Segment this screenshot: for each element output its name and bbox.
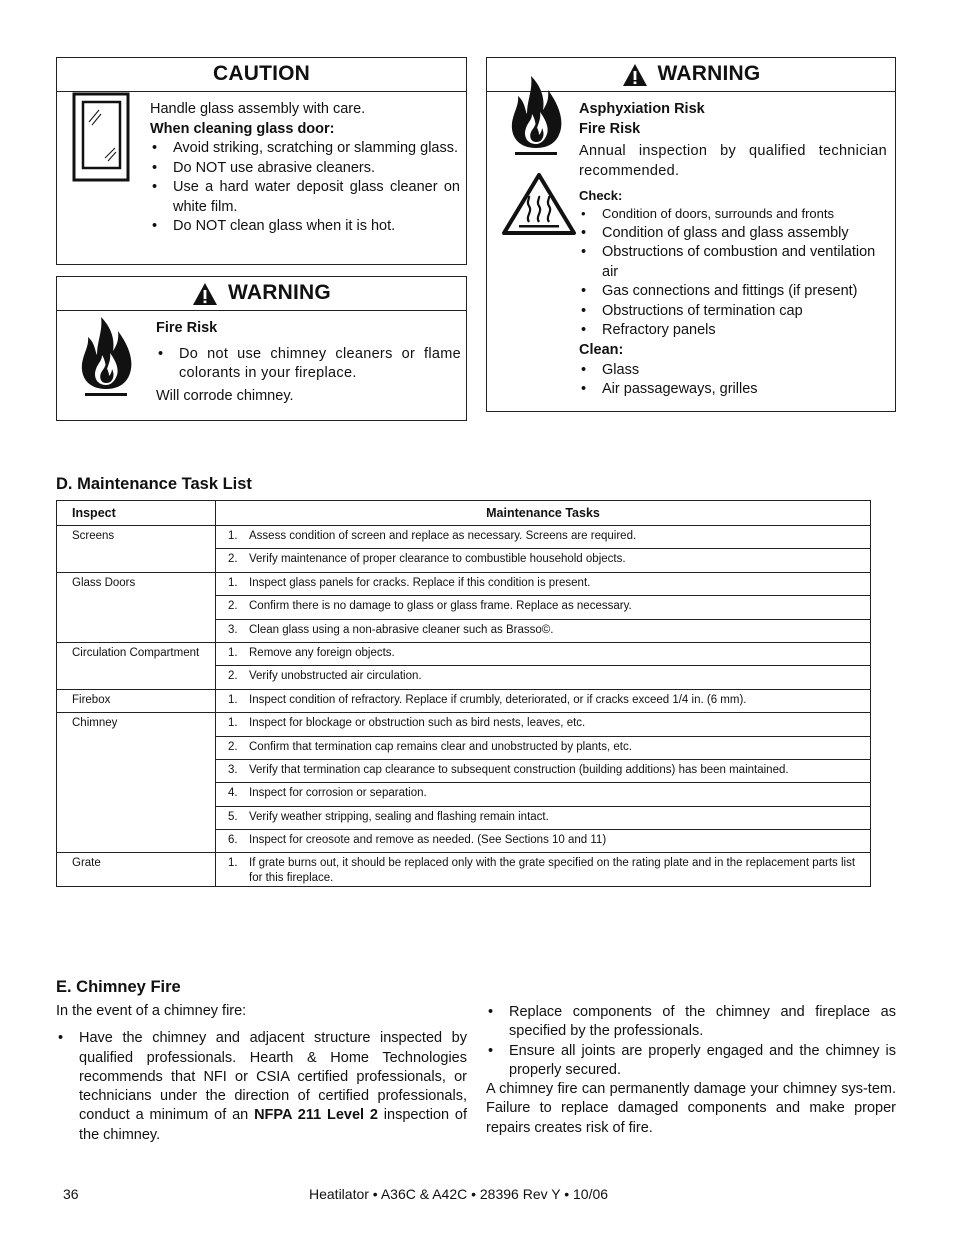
warning-inspection-title: WARNING [657,62,761,86]
task-number: 1. [228,717,238,730]
list-item: • Air passageways, grilles [579,380,887,400]
section-d-heading: D. Maintenance Task List [56,475,252,493]
task-cell [216,666,871,689]
task-number: 6. [228,834,238,847]
task-group [57,572,871,642]
task-text: Remove any foreign objects. [249,646,395,659]
task-text: Verify unobstructed air circulation. [249,670,422,683]
list-item: • Refractory panels [579,321,887,341]
task-number: 5. [228,810,238,823]
table-row [57,642,871,665]
check-list [579,205,887,341]
task-cell [216,689,871,712]
task-text: Inspect for creosote and remove as needed. (See Sections 10 and 11) [249,834,607,847]
task-text: Verify weather stripping, sealing and flashing remain intact. [249,810,549,823]
warning-triangle-icon [192,282,218,306]
task-cell [216,596,871,619]
list-item: • Obstructions of termination cap [579,302,887,322]
task-number: 1. [228,646,238,659]
task-group [57,642,871,689]
inspect-category: Grate [57,853,216,887]
warning-fire-title: WARNING [228,281,331,305]
chimney-fire-right-column [486,1003,896,1138]
task-text: Assess condition of screen and replace as necessary. Screens are required. [249,530,637,542]
task-number: 1. [228,576,238,589]
glass-door-icon [71,92,131,182]
task-number: 3. [228,623,238,636]
task-text: Inspect condition of refractory. Replace if crumbly, deteriorated, or if cracks exceed 1/4 in. (6 mm). [249,693,747,706]
warning-fire-header [57,277,466,311]
warning-fire-subhead: Fire Risk [156,320,218,336]
task-number: 4. [228,787,238,800]
task-number: 2. [228,553,238,566]
chimney-fire-intro: In the event of a chimney fire: [56,1003,247,1019]
task-group [57,853,871,887]
list-item: • Avoid striking, scratching or slamming glass. [150,139,460,159]
chimney-fire-left-column [56,1002,467,1145]
nfpa-level-text: NFPA 211 Level 2 [254,1107,378,1124]
warning-fire-note: Will corrode chimney. [156,387,294,404]
task-text: Inspect for blockage or obstruction such as bird nests, leaves, etc. [249,717,586,730]
hot-surface-icon [501,172,577,236]
chimney-fire-right-list [486,1003,896,1080]
caution-subhead: When cleaning glass door: [150,120,335,137]
table-row [57,713,871,736]
inspect-category: Circulation Compartment [57,642,216,689]
flame-icon [75,311,137,407]
inspect-category: Chimney [57,713,216,853]
task-number: 2. [228,740,238,753]
task-cell [216,830,871,853]
task-number: 1. [228,857,238,870]
caution-intro: Handle glass assembly with care. [150,101,366,117]
list-item: • Condition of glass and glass assembly [579,224,887,244]
warning-inspection-content [579,100,887,400]
task-group [57,713,871,853]
warning-fire-list [156,345,461,384]
list-item: • Use a hard water deposit glass cleaner on white film. [150,178,460,217]
warning-triangle-icon [622,63,648,87]
task-number: 2. [228,600,238,613]
section-e-heading: E. Chimney Fire [56,978,181,996]
list-item: • Glass [579,361,887,381]
task-text: Confirm there is no damage to glass or glass frame. Replace as necessary. [249,600,632,613]
task-group [57,526,871,573]
table-row [57,853,871,887]
task-cell [216,526,871,549]
chimney-fire-left-list [56,1029,467,1145]
caution-title: CAUTION [57,58,466,92]
caution-box [56,57,467,265]
task-cell [216,736,871,759]
page-number: 36 [63,1186,79,1202]
flame-icon [505,66,567,166]
asphyxiation-risk-label: Asphyxiation Risk [579,101,705,117]
inspection-text-end: inspection of the chimney. [79,1107,468,1143]
caution-list [150,139,460,237]
task-number: 3. [228,763,238,776]
list-item: • Do not use chimney cleaners or flame colorants in your fireplace. [156,345,461,384]
task-cell [216,713,871,736]
table-row [57,572,871,595]
column-header-tasks: Maintenance Tasks [216,501,871,526]
warning-fire-content [156,319,461,406]
inspection-text: Have the chimney and adjacent structure inspected by qualified professionals. Hearth & Home Technologies recommends that NFI or CSIA certified professionals, or technicians under the direction of certified professionals, conduct a minimum of an [79,1030,467,1124]
column-header-inspect: Inspect [57,501,216,526]
task-number: 2. [228,670,238,683]
table-row [57,689,871,712]
table-row [57,526,871,549]
list-item: • Condition of doors, surrounds and fronts [579,205,887,224]
list-item: • Gas connections and fittings (if present) [579,282,887,302]
task-text: Inspect glass panels for cracks. Replace if this condition is present. [249,576,591,589]
inspect-category: Glass Doors [57,572,216,642]
list-item: • Obstructions of combustion and ventilation air [579,243,887,282]
caution-content [150,100,460,237]
warning-fire-box [56,276,467,421]
task-text: Inspect for corrosion or separation. [249,787,427,800]
task-cell [216,572,871,595]
list-item: • Do NOT use abrasive cleaners. [150,159,460,179]
check-label: Check: [579,188,623,204]
task-cell [216,619,871,642]
task-cell [216,783,871,806]
task-number: 1. [228,530,238,542]
task-cell [216,642,871,665]
warning-inspection-box [486,57,896,412]
task-text: Clean glass using a non-abrasive cleaner such as Brasso©. [249,623,554,636]
inspection-intro: Annual inspection by qualified technician recommended. [579,143,887,179]
clean-list [579,361,887,400]
task-number: 1. [228,693,238,706]
fire-risk-label: Fire Risk [579,120,641,137]
list-item: • Do NOT clean glass when it is hot. [150,217,460,237]
inspect-category: Firebox [57,689,216,712]
task-cell [216,549,871,572]
task-text: Confirm that termination cap remains clear and unobstructed by plants, etc. [249,740,632,753]
table-header-row [57,501,871,526]
list-item: • Ensure all joints are properly engaged and the chimney is properly secured. [486,1042,896,1081]
task-text: Verify maintenance of proper clearance to combustible household objects. [249,553,626,566]
document-footer: Heatilator • A36C & A42C • 28396 Rev Y • 10/06 [309,1186,609,1202]
chimney-fire-closing: A chimney fire can permanently damage your chimney sys-tem. Failure to replace damaged components and make proper repairs creates risk of fire. [486,1081,896,1136]
list-item: • Replace components of the chimney and fireplace as specified by the professionals. [486,1003,896,1042]
task-text: If grate burns out, it should be replaced only with the grate specified on the rating plate and in the replacement parts list for this fireplace. [249,857,856,885]
task-cell [216,759,871,782]
inspect-category: Screens [57,526,216,573]
task-text: Verify that termination cap clearance to subsequent construction (building additions) has been maintained. [249,763,789,776]
task-group [57,689,871,712]
maintenance-task-table [56,500,871,887]
task-cell [216,853,871,887]
list-item [56,1029,467,1145]
task-cell [216,806,871,829]
clean-label: Clean: [579,342,624,359]
